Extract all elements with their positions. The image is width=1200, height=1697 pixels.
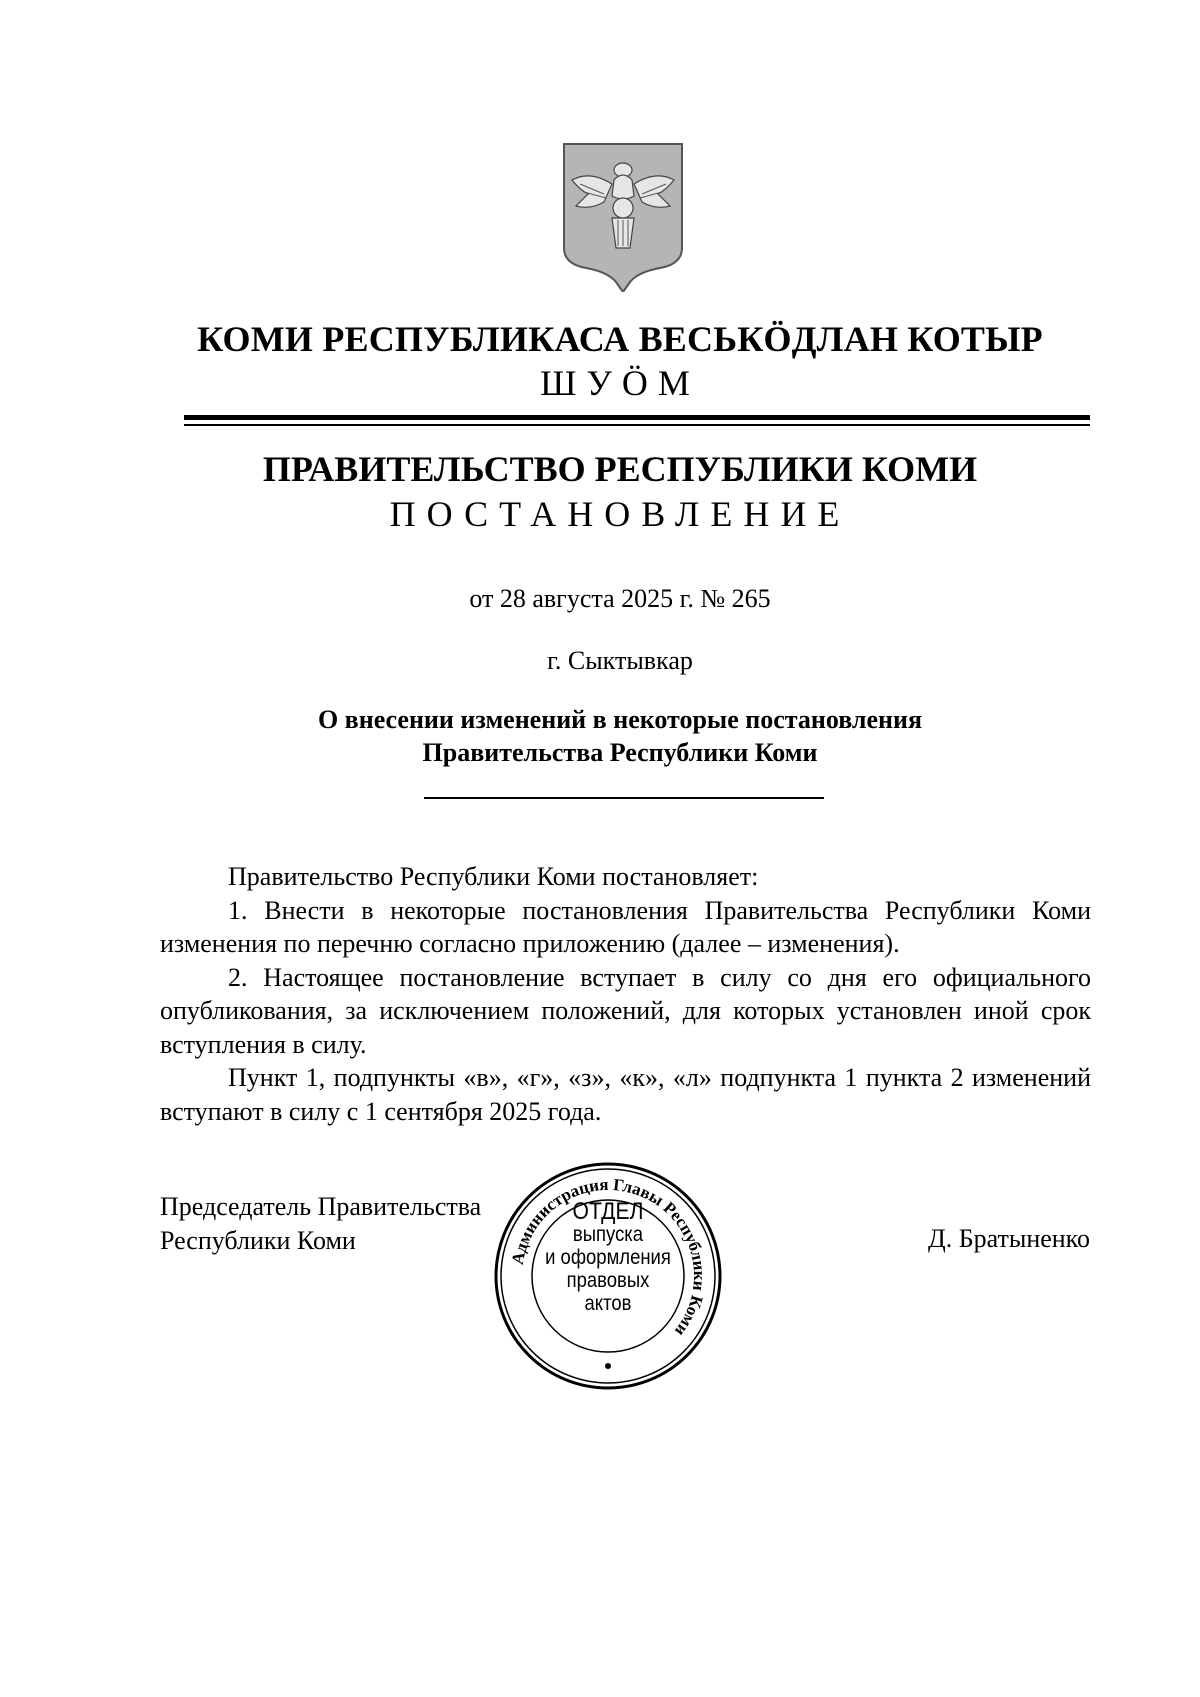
stamp-line-2: выпуска xyxy=(572,1223,644,1246)
body-paragraph-2: 1. Внести в некоторые постановления Правительства Республики Коми изменения по перечню согласно приложению (далее – изменения). xyxy=(160,895,1091,958)
signatory-name: Д. Братыненко xyxy=(927,1224,1090,1253)
signatory-position-line-2: Республики Коми xyxy=(160,1226,356,1255)
document-date-number: от 28 августа 2025 г. № 265 xyxy=(469,584,771,613)
komi-document-type: ШУӦМ xyxy=(540,363,700,403)
signatory-position-line-1: Председатель Правительства xyxy=(160,1192,482,1221)
stamp-line-1: ОТДЕЛ xyxy=(572,1198,644,1225)
document-type: ПОСТАНОВЛЕНИЕ xyxy=(389,494,851,534)
komi-government-title: КОМИ РЕСПУБЛИКАСА ВЕСЬКӦДЛАН КОТЫР xyxy=(197,319,1043,359)
body-paragraph-4: Пункт 1, подпункты «в», «г», «з», «к», «л» подпункта 1 пункта 2 изменений вступают в силу с 1 сентября 2025 года. xyxy=(160,1063,1091,1126)
official-stamp xyxy=(492,1160,724,1392)
stamp-ring-text: Администрация Главы Республики Коми xyxy=(507,1174,710,1341)
document-city: г. Сыктывкар xyxy=(547,646,693,675)
document-body xyxy=(160,860,1091,1128)
header-divider-thick xyxy=(184,415,1090,420)
stamp-inner-text xyxy=(541,1200,675,1315)
stamp-line-5: актов xyxy=(584,1292,632,1315)
document-subject xyxy=(150,703,1090,769)
subject-underline xyxy=(424,797,824,799)
body-paragraph-1: Правительство Республики Коми постановляет: xyxy=(228,862,759,891)
stamp-line-3: и оформления xyxy=(545,1246,671,1269)
subject-line-2: Правительства Республики Коми xyxy=(422,738,818,767)
stamp-line-4: правовых xyxy=(566,1269,650,1292)
signatory-position xyxy=(160,1190,481,1258)
header-divider-thin xyxy=(184,424,1090,426)
government-title: ПРАВИТЕЛЬСТВО РЕСПУБЛИКИ КОМИ xyxy=(262,449,978,489)
komi-coat-of-arms-icon xyxy=(560,140,686,292)
body-paragraph-3: 2. Настоящее постановление вступает в силу со дня его официального опубликования, за исключением положений, для которых установлен иной срок вступления в силу. xyxy=(160,962,1091,1059)
subject-line-1: О внесении изменений в некоторые постановления xyxy=(317,705,923,734)
